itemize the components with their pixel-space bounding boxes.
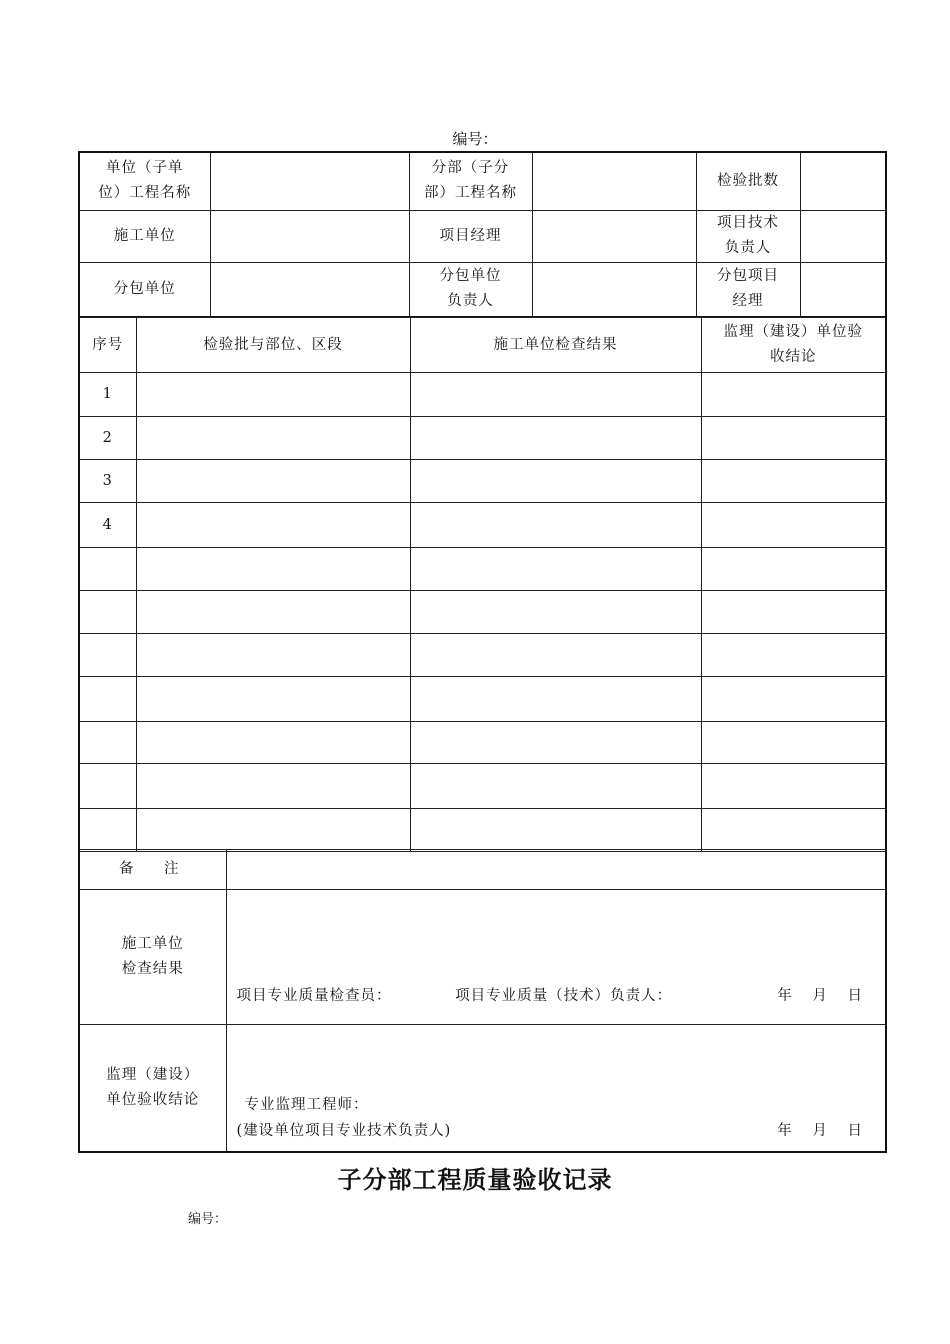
form-number-label-bottom: 编号： bbox=[188, 1212, 228, 1227]
table-row bbox=[79, 677, 886, 722]
header-contractor-result: 施工单位检查结果 bbox=[410, 318, 701, 373]
page-title: 子分部工程质量验收记录 bbox=[337, 1165, 613, 1194]
form-number-label: 编号： bbox=[452, 130, 498, 148]
row-result-cell[interactable] bbox=[410, 460, 701, 503]
row-serial-cell bbox=[79, 809, 136, 852]
table-row bbox=[79, 634, 886, 677]
contractor-value[interactable] bbox=[210, 210, 409, 262]
row-result-cell[interactable] bbox=[410, 634, 701, 677]
subcontract-manager-label: 分包项目经理 bbox=[696, 262, 800, 317]
contractor-check-label: 施工单位检查结果 bbox=[79, 890, 226, 1025]
engineer-label: 专业监理工程师： bbox=[244, 1097, 369, 1113]
header-section: 检验批与部位、区段 bbox=[136, 318, 410, 373]
row-result-cell[interactable] bbox=[410, 503, 701, 548]
supervisor-check-label: 监理（建设）单位验收结论 bbox=[79, 1025, 226, 1152]
row-conclusion-cell[interactable] bbox=[701, 460, 886, 503]
row-result-cell[interactable] bbox=[410, 809, 701, 852]
subcontractor-label: 分包单位 bbox=[79, 262, 210, 317]
row-section-cell[interactable] bbox=[136, 548, 410, 591]
row-section-cell[interactable] bbox=[136, 503, 410, 548]
table-row bbox=[79, 764, 886, 809]
row-conclusion-cell[interactable] bbox=[701, 548, 886, 591]
row-result-cell[interactable] bbox=[410, 373, 701, 417]
row-section-cell[interactable] bbox=[136, 591, 410, 634]
batch-count-label: 检验批数 bbox=[696, 152, 800, 210]
row-result-cell[interactable] bbox=[410, 677, 701, 722]
row-serial-cell bbox=[79, 591, 136, 634]
table-row bbox=[79, 809, 886, 852]
unit-name-value[interactable] bbox=[210, 152, 409, 210]
row-serial-cell bbox=[79, 677, 136, 722]
row-serial-cell bbox=[79, 548, 136, 591]
project-manager-value[interactable] bbox=[532, 210, 696, 262]
project-info-table bbox=[78, 151, 887, 318]
inspector-label: 项目专业质量检查员： bbox=[236, 988, 392, 1004]
remarks-value[interactable] bbox=[226, 850, 886, 890]
subcontractor-value[interactable] bbox=[210, 262, 409, 317]
table-row bbox=[79, 591, 886, 634]
inspection-items-table bbox=[78, 317, 887, 852]
table-row bbox=[79, 373, 886, 417]
table-row bbox=[79, 460, 886, 503]
row-conclusion-cell[interactable] bbox=[701, 591, 886, 634]
row-conclusion-cell[interactable] bbox=[701, 503, 886, 548]
row-serial-cell bbox=[79, 722, 136, 764]
row-conclusion-cell[interactable] bbox=[701, 373, 886, 417]
row-conclusion-cell[interactable] bbox=[701, 809, 886, 852]
row-result-cell[interactable] bbox=[410, 548, 701, 591]
header-supervisor-conclusion: 监理（建设）单位验收结论 bbox=[701, 318, 886, 373]
row-section-cell[interactable] bbox=[136, 677, 410, 722]
row-serial-cell: 4 bbox=[79, 503, 136, 548]
owner-lead-label: (建设单位项目专业技术负责人) bbox=[236, 1123, 452, 1139]
row-conclusion-cell[interactable] bbox=[701, 417, 886, 460]
technical-lead-label: 项目技术负责人 bbox=[696, 210, 800, 262]
table-row bbox=[79, 503, 886, 548]
items-header-row bbox=[79, 318, 886, 373]
row-conclusion-cell[interactable] bbox=[701, 722, 886, 764]
technical-lead-value[interactable] bbox=[800, 210, 886, 262]
header-serial: 序号 bbox=[79, 318, 136, 373]
table-row bbox=[79, 722, 886, 764]
subdivision-name-value[interactable] bbox=[532, 152, 696, 210]
row-result-cell[interactable] bbox=[410, 722, 701, 764]
subcontractor-lead-label: 分包单位负责人 bbox=[409, 262, 532, 317]
contractor-check-value[interactable] bbox=[226, 890, 886, 1025]
row-serial-cell: 3 bbox=[79, 460, 136, 503]
remarks-label: 备 注 bbox=[79, 850, 226, 890]
table-row bbox=[79, 548, 886, 591]
subcontract-manager-value[interactable] bbox=[800, 262, 886, 317]
row-section-cell[interactable] bbox=[136, 764, 410, 809]
row-serial-cell bbox=[79, 764, 136, 809]
row-result-cell[interactable] bbox=[410, 591, 701, 634]
row-section-cell[interactable] bbox=[136, 634, 410, 677]
quality-lead-label: 项目专业质量（技术）负责人： bbox=[455, 988, 673, 1004]
row-conclusion-cell[interactable] bbox=[701, 634, 886, 677]
subcontractor-lead-value[interactable] bbox=[532, 262, 696, 317]
unit-name-label: 单位（子单位）工程名称 bbox=[79, 152, 210, 210]
table-row bbox=[79, 417, 886, 460]
row-serial-cell: 2 bbox=[79, 417, 136, 460]
batch-count-value[interactable] bbox=[800, 152, 886, 210]
supervisor-date-label: 年 月 日 bbox=[777, 1123, 863, 1139]
supervisor-check-value[interactable] bbox=[226, 1025, 886, 1152]
row-serial-cell: 1 bbox=[79, 373, 136, 417]
project-manager-label: 项目经理 bbox=[409, 210, 532, 262]
row-section-cell[interactable] bbox=[136, 373, 410, 417]
contractor-date-label: 年 月 日 bbox=[777, 988, 863, 1004]
row-serial-cell bbox=[79, 634, 136, 677]
row-conclusion-cell[interactable] bbox=[701, 677, 886, 722]
subdivision-name-label: 分部（子分部）工程名称 bbox=[409, 152, 532, 210]
row-section-cell[interactable] bbox=[136, 722, 410, 764]
row-section-cell[interactable] bbox=[136, 417, 410, 460]
row-section-cell[interactable] bbox=[136, 809, 410, 852]
signoff-table bbox=[78, 849, 887, 1153]
row-conclusion-cell[interactable] bbox=[701, 764, 886, 809]
row-result-cell[interactable] bbox=[410, 764, 701, 809]
row-result-cell[interactable] bbox=[410, 417, 701, 460]
row-section-cell[interactable] bbox=[136, 460, 410, 503]
contractor-label: 施工单位 bbox=[79, 210, 210, 262]
